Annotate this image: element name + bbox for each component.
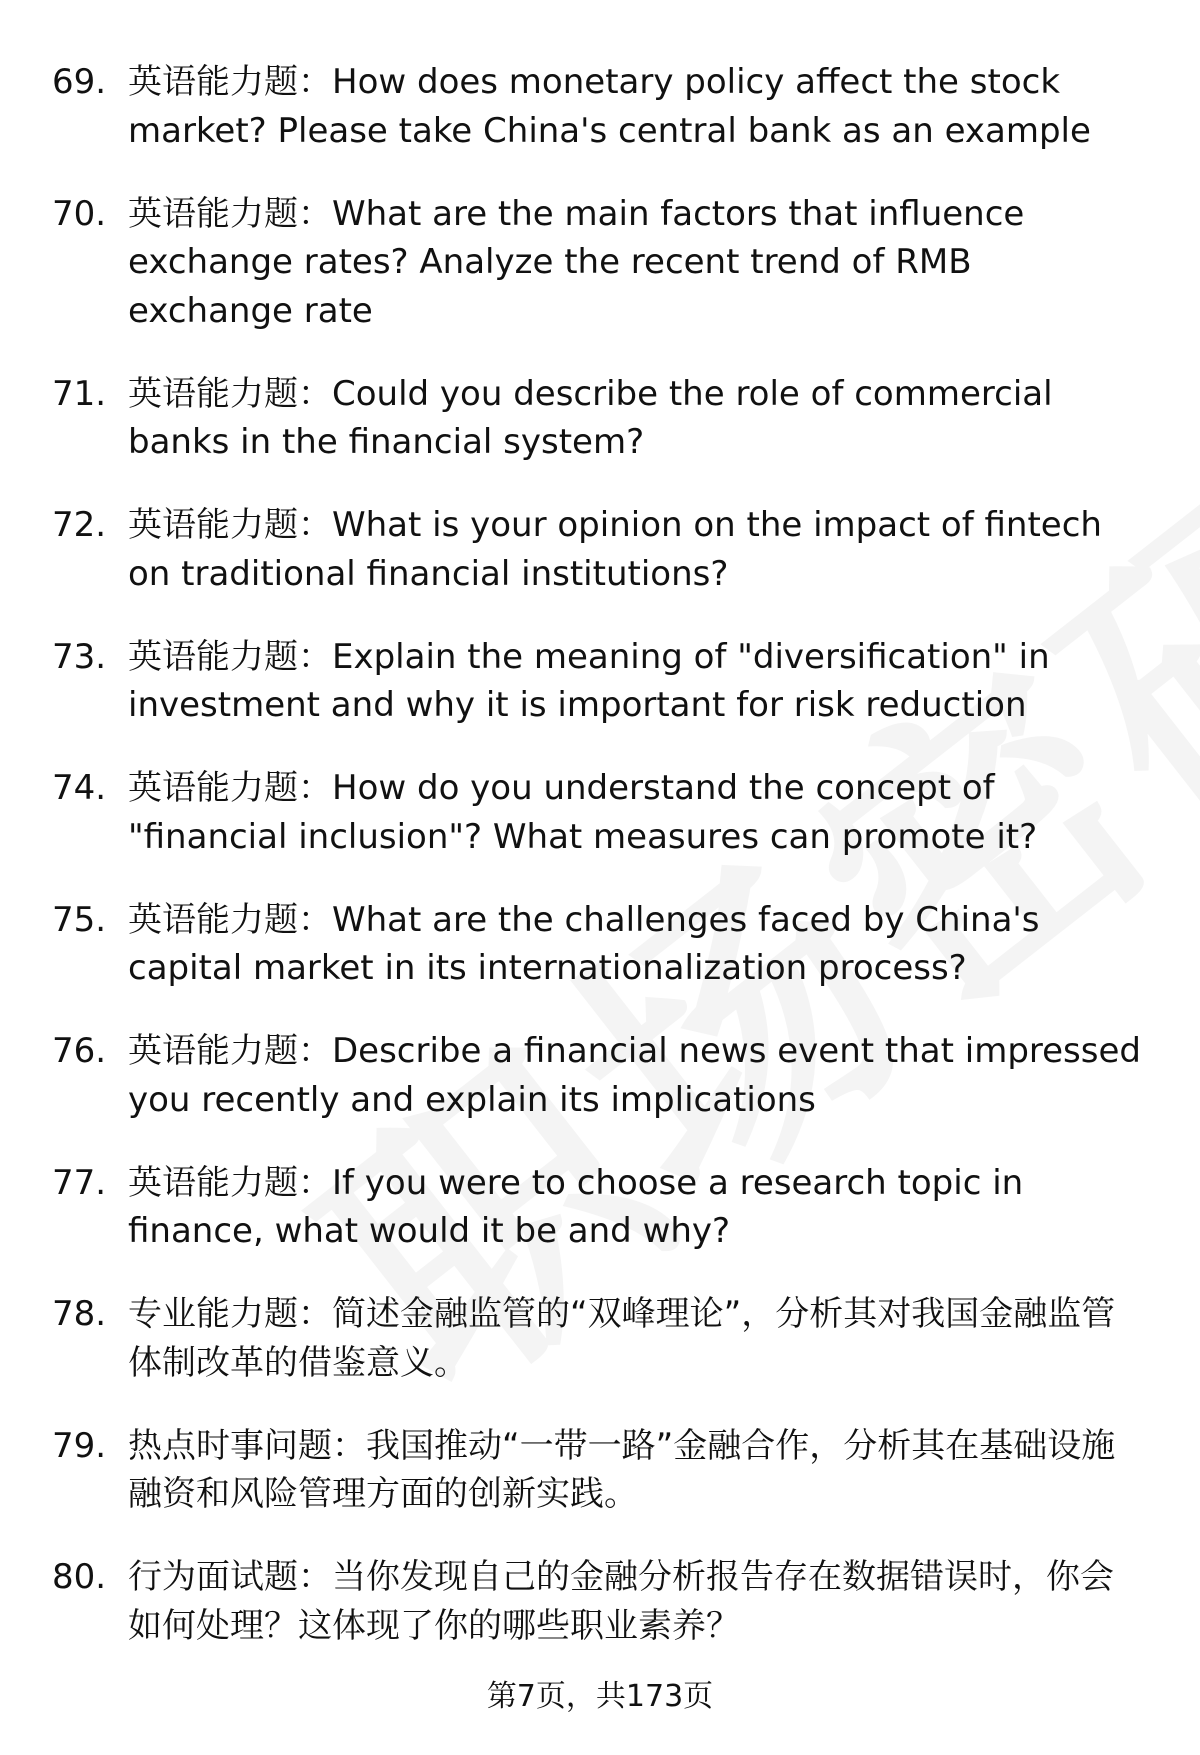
- question-item: [52, 190, 1152, 336]
- question-text: 英语能力题：How do you understand the concept of "financial inclusion"? What measures can promote it?: [128, 768, 1038, 857]
- question-number: 69.: [52, 62, 107, 102]
- question-item: [52, 1159, 1152, 1256]
- question-text: 英语能力题：If you were to choose a research topic in finance, what would it be and why?: [128, 1162, 1024, 1251]
- question-number: 73.: [52, 636, 107, 677]
- question-text: 英语能力题：How does monetary policy affect the stock market? Please take China's central bank as an example: [128, 62, 1091, 151]
- question-number: 72.: [52, 505, 107, 545]
- question-list: [52, 58, 1152, 1685]
- question-text: 热点时事问题：我国推动“一带一路”金融合作，分析其在基础设施融资和风险管理方面的创新实践。: [128, 1425, 1116, 1514]
- question-text: 英语能力题：What are the challenges faced by China's capital market in its internationalization process?: [128, 899, 1040, 988]
- question-text: 英语能力题：Describe a financial news event that impressed you recently and explain its implications: [128, 1031, 1141, 1120]
- question-item: [52, 1422, 1152, 1519]
- question-text: 行为面试题：当你发现自己的金融分析报告存在数据错误时，你会如何处理？这体现了你的哪些职业素养？: [128, 1557, 1114, 1646]
- question-item: [52, 633, 1152, 730]
- page-footer: 第7页，共173页: [486, 1679, 714, 1714]
- question-text: 英语能力题：What are the main factors that influence exchange rates? Analyze the recent trend of RMB exchange rate: [128, 193, 1025, 331]
- question-number: 70.: [52, 193, 107, 234]
- question-item: [52, 1290, 1152, 1387]
- question-text: 英语能力题：Explain the meaning of "diversification" in investment and why it is important for risk reduction: [128, 636, 1050, 725]
- question-number: 78.: [52, 1294, 107, 1334]
- question-text: 专业能力题：简述金融监管的“双峰理论”，分析其对我国金融监管体制改革的借鉴意义。: [128, 1294, 1116, 1383]
- question-number: 77.: [52, 1162, 107, 1203]
- question-number: 79.: [52, 1425, 107, 1466]
- question-number: 74.: [52, 768, 107, 808]
- question-number: 71.: [52, 373, 107, 414]
- question-item: [52, 370, 1152, 467]
- question-number: 76.: [52, 1031, 107, 1071]
- question-item: [52, 58, 1152, 155]
- question-item: [52, 501, 1152, 598]
- question-item: [52, 1553, 1152, 1650]
- question-number: 75.: [52, 899, 107, 940]
- question-item: [52, 764, 1152, 861]
- question-text: 英语能力题：What is your opinion on the impact of fintech on traditional financial institutions?: [128, 505, 1102, 594]
- question-text: 英语能力题：Could you describe the role of commercial banks in the financial system?: [128, 373, 1053, 462]
- question-item: [52, 896, 1152, 993]
- question-item: [52, 1027, 1152, 1124]
- question-number: 80.: [52, 1557, 107, 1597]
